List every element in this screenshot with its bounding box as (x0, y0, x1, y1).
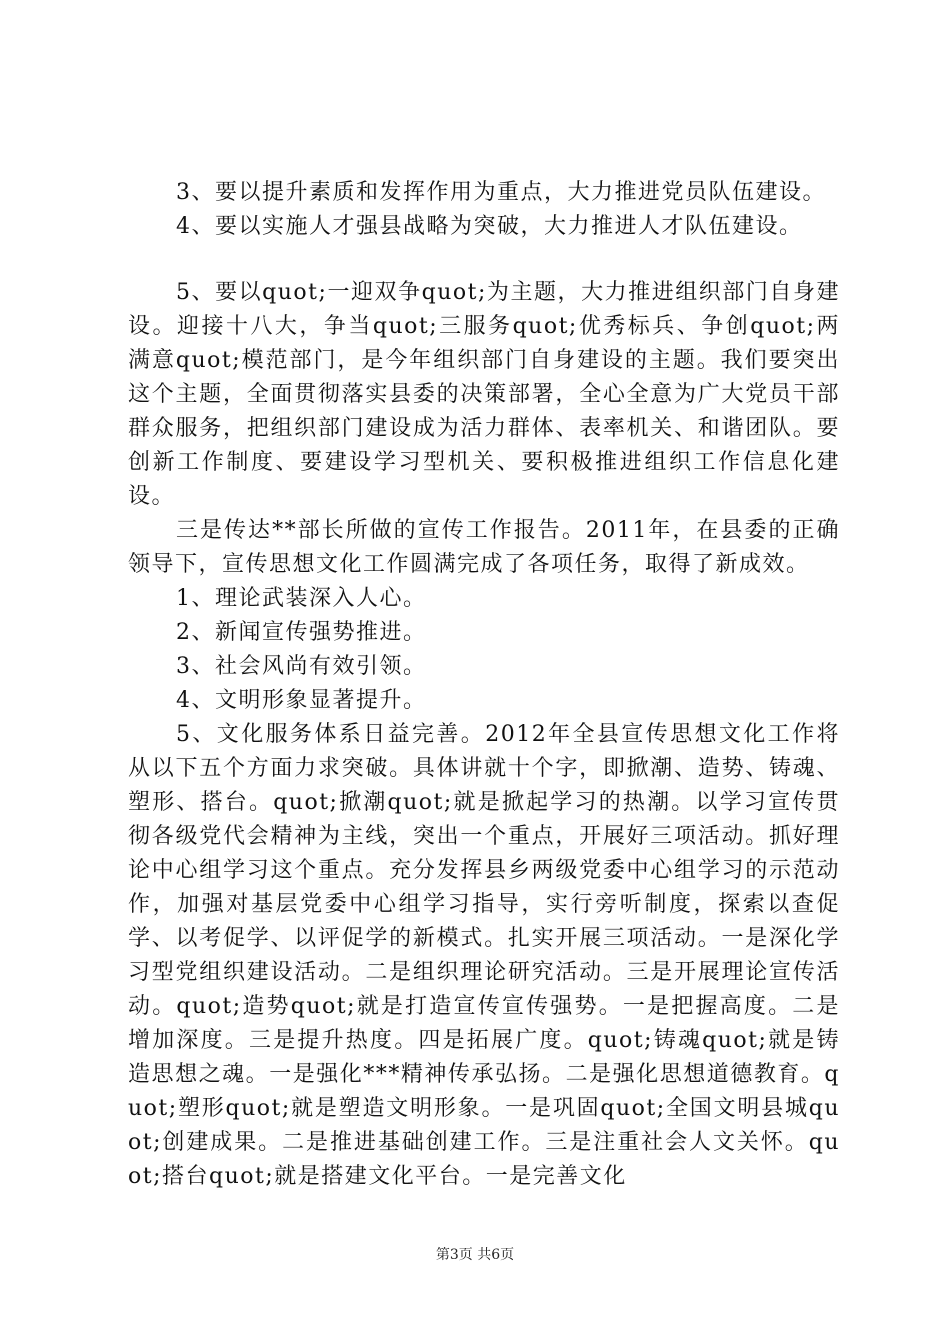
paragraph-organization-self-building: 5、要以quot;一迎双争quot;为主题，大力推进组织部门自身建设。迎接十八大，争当quot;三服务quot;优秀标兵、争创quot;两满意quot;模范部门，是今年组织部门自身建设的主题。我们要突出这个主题，全面贯彻落实县委的决策部署，全心全意为广大党员干部群众服务，把组织部门建设成为活力群体、表率机关、和谐团队。要创新工作制度、要建设学习型机关、要积极推进组织工作信息化建设。 (128, 280, 840, 509)
paragraph-propaganda-report: 三是传达**部长所做的宣传工作报告。2011年，在县委的正确领导下，宣传思想文化工作圆满完成了各项任务，取得了新成效。 (128, 518, 840, 577)
paragraph-social-item: 3、社会风尚有效引领。 (176, 654, 427, 679)
document-body (128, 176, 840, 1194)
paragraph-talent-team: 4、要以实施人才强县战略为突破，大力推进人才队伍建设。 (176, 214, 803, 239)
page-number-footer: 第3页 共6页 (435, 1247, 515, 1263)
paragraph-news-item: 2、新闻宣传强势推进。 (176, 620, 427, 645)
paragraph-theory-item: 1、理论武装深入人心。 (176, 586, 427, 611)
paragraph-culture-service: 5、文化服务体系日益完善。2012年全县宣传思想文化工作将从以下五个方面力求突破。具体讲就十个字，即掀潮、造势、铸魂、塑形、搭台。quot;掀潮quot;就是掀起学习的热潮。以学习宣传贯彻各级党代会精神为主线，突出一个重点，开展好三项活动。抓好理论中心组学习这个重点。充分发挥县乡两级党委中心组学习的示范动作，加强对基层党委中心组学习指导，实行旁听制度，探索以查促学、以考促学、以评促学的新模式。扎实开展三项活动。一是深化学习型党组织建设活动。二是组织理论研究活动。三是开展理论宣传活动。quot;造势quot;就是打造宣传宣传强势。一是把握高度。二是增加深度。三是提升热度。四是拓展广度。quot;铸魂quot;就是铸造思想之魂。一是强化***精神传承弘扬。二是强化思想道德教育。quot;塑形quot;就是塑造文明形象。一是巩固quot;全国文明县城quot;创建成果。二是推进基础创建工作。三是注重社会人文关怀。quot;搭台quot;就是搭建文化平台。一是完善文化 (128, 722, 840, 1189)
paragraph-party-member-team: 3、要以提升素质和发挥作用为重点，大力推进党员队伍建设。 (176, 180, 826, 205)
paragraph-civilization-item: 4、文明形象显著提升。 (176, 688, 427, 713)
